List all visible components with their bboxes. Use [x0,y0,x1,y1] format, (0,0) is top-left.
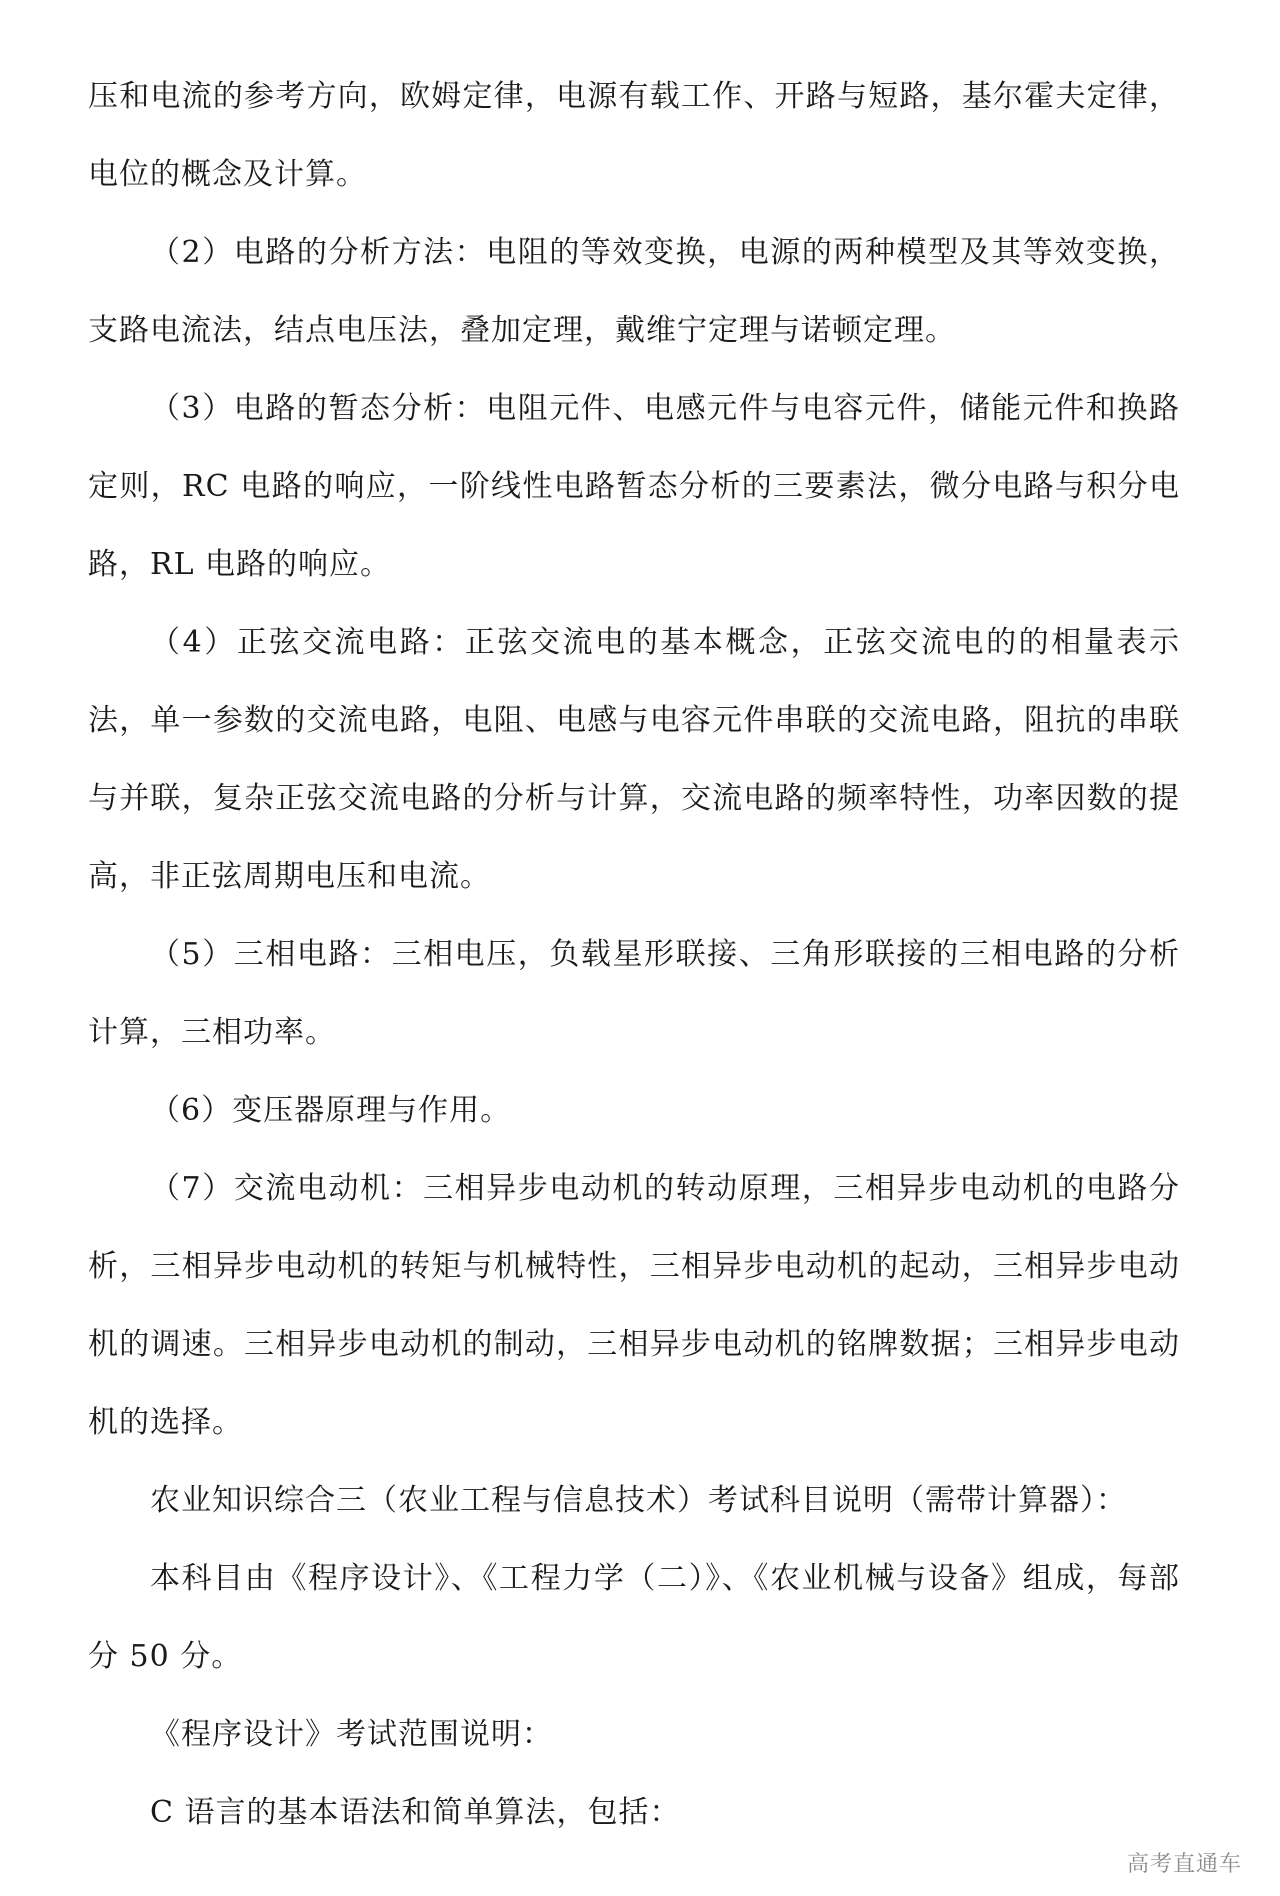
paragraph-circuit-analysis-methods: （2）电路的分析方法：电阻的等效变换，电源的两种模型及其等效变换，支路电流法，结点电压法，叠加定理，戴维宁定理与诺顿定理。 [88,235,1180,348]
paragraph-transient-analysis: （3）电路的暂态分析：电阻元件、电感元件与电容元件，储能元件和换路定则，RC 电路的响应，一阶线性电路暂态分析的三要素法，微分电路与积分电路，RL 电路的响应。 [88,391,1180,582]
paragraph-subject-composition: 本科目由《程序设计》、《工程力学（二）》、《农业机械与设备》组成，每部分 50 分。 [88,1561,1180,1674]
paragraph-circuit-basics-cont: 压和电流的参考方向，欧姆定律，电源有载工作、开路与短路，基尔霍夫定律，电位的概念及计算。 [88,79,1180,192]
paragraph-ac-circuits: （4）正弦交流电路：正弦交流电的基本概念，正弦交流电的的相量表示法，单一参数的交流电路，电阻、电感与电容元件串联的交流电路，阻抗的串联与并联，复杂正弦交流电路的分析与计算，交流电路的频率特性，功率因数的提高，非正弦周期电压和电流。 [88,625,1180,894]
paragraph-three-phase: （5）三相电路：三相电压，负载星形联接、三角形联接的三相电路的分析计算，三相功率。 [88,937,1180,1050]
paragraph-programming-scope-heading: 《程序设计》考试范围说明： [150,1717,553,1752]
paragraph-subject-heading: 农业知识综合三（农业工程与信息技术）考试科目说明（需带计算器）： [150,1483,1127,1518]
watermark: 高考直通车 [1126,1852,1242,1877]
paragraph-transformer: （6）变压器原理与作用。 [150,1093,512,1128]
paragraph-ac-motor: （7）交流电动机：三相异步电动机的转动原理，三相异步电动机的电路分析，三相异步电动机的转矩与机械特性，三相异步电动机的起动，三相异步电动机的调速。三相异步电动机的制动，三相异步电动机的铭牌数据；三相异步电动机的选择。 [88,1171,1180,1440]
document-body [88,58,1180,1852]
paragraph-c-language: C 语言的基本语法和简单算法，包括： [150,1795,681,1830]
